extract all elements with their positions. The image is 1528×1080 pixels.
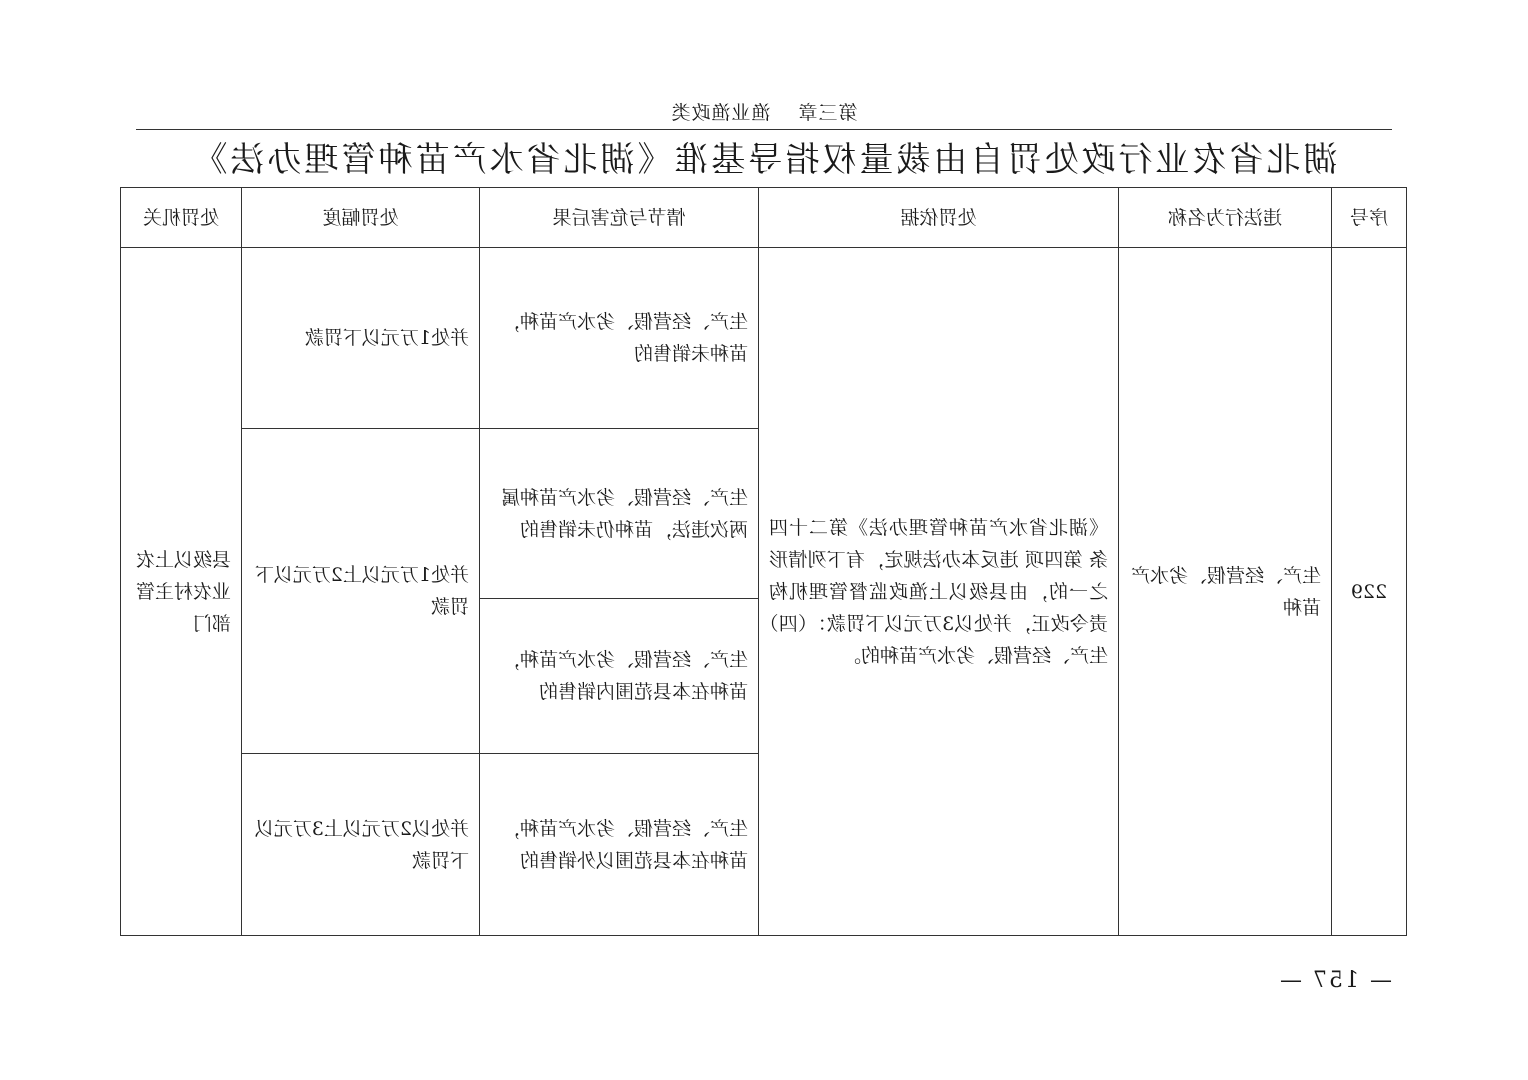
section-label: 渔业渔政类 xyxy=(670,102,771,124)
column-header-violation: 违法行为名称 xyxy=(1119,188,1332,248)
cell-circumstance-1: 生产、经营假、劣水产苗种，苗种未销售的 xyxy=(480,248,759,429)
column-header-basis: 处罚依据 xyxy=(759,188,1119,248)
cell-number: 229 xyxy=(1332,248,1407,936)
column-header-circumstances: 情节与危害后果 xyxy=(480,188,759,248)
cell-violation: 生产、经营假、劣水产苗种 xyxy=(1119,248,1332,936)
chapter-label: 第三章 xyxy=(797,102,858,124)
cell-penalty-1: 并处1万元以下罚款 xyxy=(242,248,480,429)
cell-circumstance-3: 生产、经营假、劣水产苗种，苗种在本县范围内销售的 xyxy=(480,599,759,754)
column-header-number: 序号 xyxy=(1332,188,1407,248)
cell-circumstance-4: 生产、经营假、劣水产苗种，苗种在本县范围以外销售的 xyxy=(480,754,759,936)
penalty-table xyxy=(120,187,1407,936)
column-header-penalty: 处罚幅度 xyxy=(242,188,480,248)
running-head xyxy=(0,98,1528,125)
cell-authority: 县级以上农业农村主管部门 xyxy=(121,248,242,936)
cell-penalty-2: 并处1万元以上2万元以下罚款 xyxy=(242,429,480,754)
cell-penalty-3: 并处以2万元以上3万元以下罚款 xyxy=(242,754,480,936)
document-title: 湖北省农业行政处罚自由裁量权指导基准《湖北省水产苗种管理办法》 xyxy=(190,140,1338,180)
table-row xyxy=(121,248,1407,429)
cell-basis: 《湖北省水产苗种管理办法》第二十四条 第四项 违反本办法规定，有下列情形之一的，由县级以上渔政监督管理机构责令改正，并处以3万元以下罚款：（四）生产、经营假、劣水产苗种的。 xyxy=(759,248,1119,936)
header-rule xyxy=(136,129,1392,130)
page-number: — 157 — xyxy=(1278,968,1392,993)
table-header-row xyxy=(121,188,1407,248)
cell-circumstance-2: 生产、经营假、劣水产苗种属两次违法，苗种仍未销售的 xyxy=(480,429,759,599)
column-header-authority: 处罚机关 xyxy=(121,188,242,248)
